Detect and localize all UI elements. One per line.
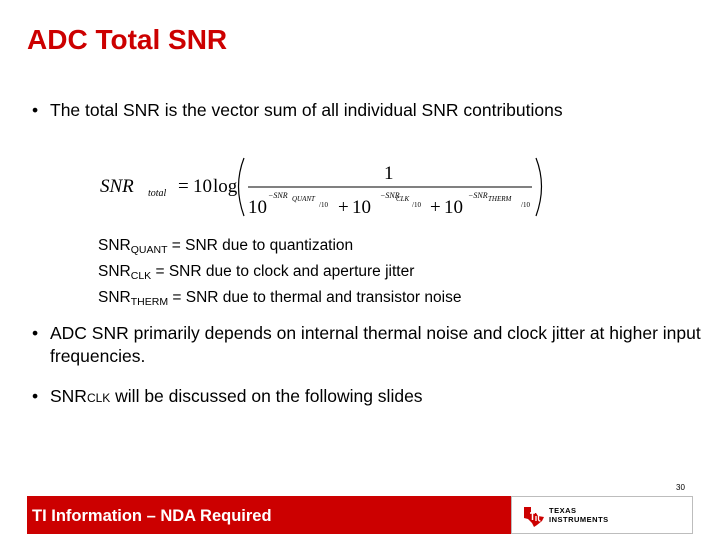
- bullet-text: ADC SNR primarily depends on internal thermal noise and clock jitter at higher input frequencies.: [50, 323, 701, 366]
- formula-exp-1-div: /10: [319, 201, 328, 209]
- formula-exp-1-sub: QUANT: [292, 195, 315, 203]
- bullet-text: [50, 385, 423, 410]
- definition-clk: [98, 261, 461, 287]
- slide-title: ADC Total SNR: [27, 24, 228, 55]
- page-number: 30: [676, 483, 685, 492]
- formula-lhs: SNR: [100, 176, 134, 197]
- definition-therm: [98, 287, 461, 313]
- formula-right-paren: [536, 158, 542, 216]
- definition-sub: THERM: [130, 296, 169, 308]
- logo-line-2: INSTRUMENTS: [549, 515, 609, 524]
- bullet-text: The total SNR is the vector sum of all individual SNR contributions: [50, 100, 563, 120]
- formula-exp-3-div: /10: [521, 201, 530, 209]
- definition-text: = SNR due to clock and aperture jitter: [151, 263, 415, 280]
- formula-exp-3-sub: THERM: [488, 195, 512, 203]
- formula-plus-2: +: [430, 197, 441, 218]
- formula-left-paren: [239, 158, 245, 216]
- bullet-prefix: SNR: [50, 386, 87, 406]
- formula-exp-2-div: /10: [412, 201, 421, 209]
- snr-total-formula: [96, 152, 556, 224]
- formula-lhs-sub: total: [148, 188, 167, 199]
- formula-equals: =: [178, 176, 189, 197]
- definition-name: SNR: [98, 237, 131, 254]
- definition-name: SNR: [98, 263, 131, 280]
- bullet-marker: •: [32, 323, 39, 343]
- bullet-sub: CLK: [86, 391, 111, 405]
- definition-quant: [98, 235, 461, 261]
- definition-sub: QUANT: [130, 244, 168, 256]
- formula-base-1: 10: [248, 197, 267, 218]
- bullet-suffix: will be discussed on the following slides: [110, 386, 423, 406]
- formula-exp-2-sub: CLK: [396, 195, 410, 203]
- formula-coef: 10: [193, 176, 212, 197]
- formula-base-2: 10: [352, 197, 371, 218]
- logo-line-1: TEXAS: [549, 506, 577, 515]
- formula-base-3: 10: [444, 197, 463, 218]
- definition-text: = SNR due to thermal and transistor noise: [168, 289, 462, 306]
- formula-numerator: 1: [384, 163, 394, 184]
- snr-definitions: [98, 235, 461, 313]
- bullet-marker: •: [32, 386, 39, 406]
- formula-plus-1: +: [338, 197, 349, 218]
- definition-sub: CLK: [130, 270, 152, 282]
- ti-logo: [511, 496, 693, 534]
- definition-name: SNR: [98, 289, 131, 306]
- formula-exp-1: −SNR: [268, 191, 288, 200]
- formula-log: log: [213, 176, 238, 197]
- footer-text: TI Information – NDA Required: [32, 507, 272, 525]
- texas-state-icon: [522, 504, 546, 528]
- bullet-marker: •: [32, 100, 39, 120]
- ti-logo-text: [549, 506, 609, 524]
- definition-text: = SNR due to quantization: [167, 237, 354, 254]
- formula-exp-2: −SNR: [380, 191, 400, 200]
- formula-exp-3: −SNR: [468, 191, 488, 200]
